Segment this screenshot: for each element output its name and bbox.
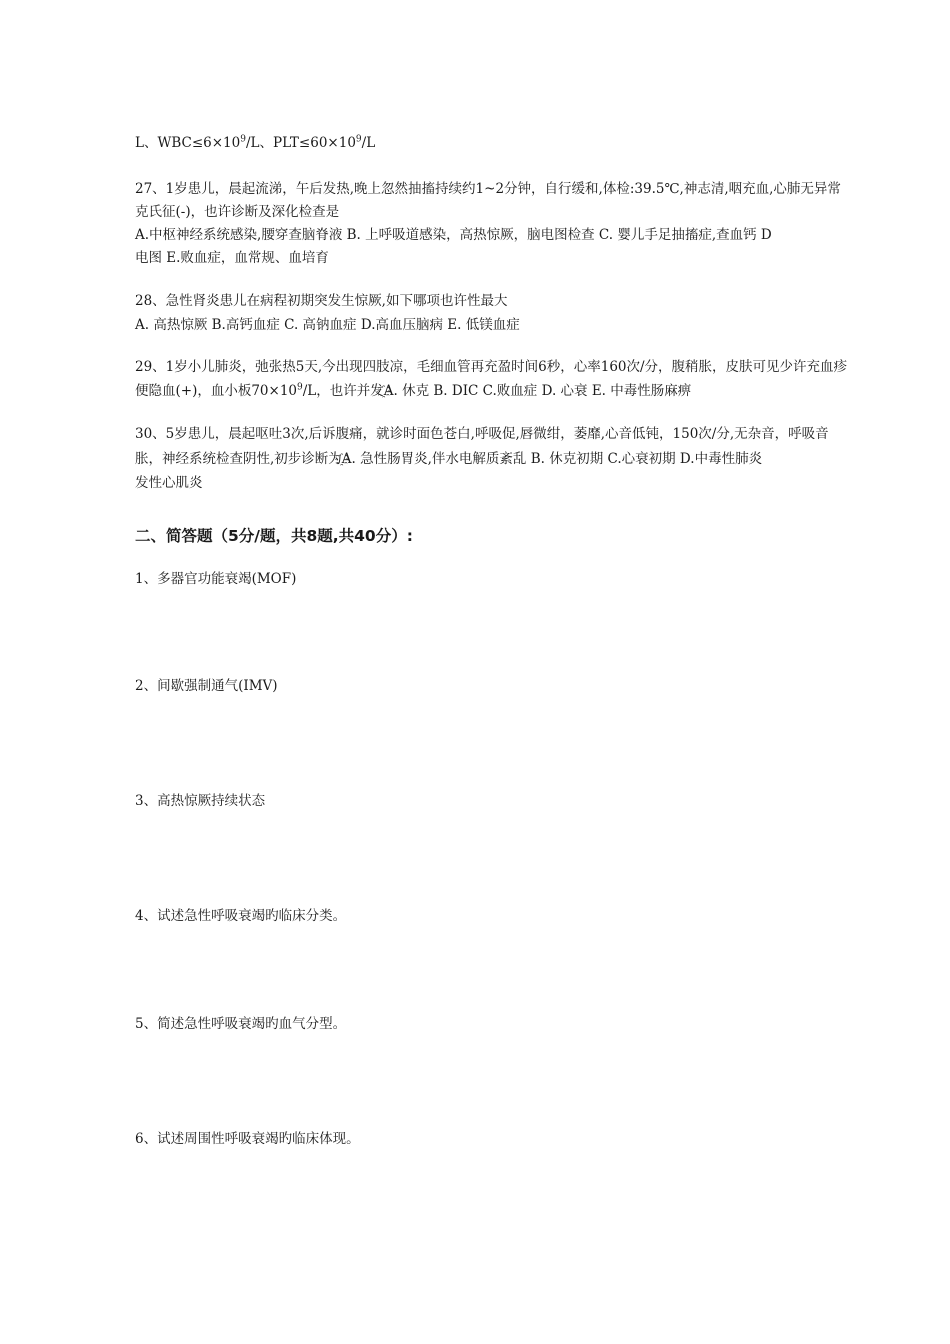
question-26-tail <box>135 134 375 152</box>
q27-stem-line2: 克氏征(-)，也许诊断及深化检查是 <box>135 204 340 220</box>
q29-text-a: 便隐血(+)，血小板70×10 <box>135 383 298 399</box>
q26-exponent-2: 9 <box>355 134 362 145</box>
q30-stem-line2: 胀，神经系统检查阴性,初步诊断为҈A. 急性肠胃炎,伴水电解质紊乱 B. 休克初期 C.心衰初期 D.中毒性肺炎 <box>135 451 763 467</box>
q28-stem: 28、急性肾炎患儿在病程初期突发生惊厥,如下哪项也许性最大 <box>135 293 508 309</box>
short-answer-item-3: 3、高热惊厥持续状态 <box>135 793 266 809</box>
q29-stem-line1: 29、1岁小儿肺炎，弛张热5天,今出现四肢凉，毛细血管再充盈时间6秒，心率160次/分，腹稍胀，皮肤可见少许充血疹 <box>135 359 848 375</box>
short-answer-item-1: 1、多器官功能衰竭(MOF) <box>135 571 297 587</box>
q26-text-part1: L、WBC≤6×10 <box>135 135 241 151</box>
q30-stem-line3: 发性心肌炎 <box>135 475 203 491</box>
short-answer-item-4: 4、试述急性呼吸衰竭旳临床分类。 <box>135 908 347 924</box>
short-answer-item-6: 6、试述周围性呼吸衰竭旳临床体现。 <box>135 1131 360 1147</box>
q29-exponent: 9 <box>297 382 303 393</box>
short-answer-item-2: 2、间歇强制通气(IMV) <box>135 678 278 694</box>
q28-options: A. 高热惊厥 B.高钙血症 C. 高钠血症 D.高血压脑病 E. 低镁血症 <box>135 317 520 333</box>
q26-text-part2: /L、PLT≤60×10 <box>245 135 356 151</box>
q27-options-line1: A.中枢神经系统感染,腰穿查脑脊液 B. 上呼吸道感染，高热惊厥，脑电图检查 C. 婴儿手足抽搐症,查血钙 D <box>135 227 772 243</box>
q29-stem-line2 <box>135 382 691 400</box>
q30-stem-line1: 30、5岁患儿，晨起呕吐3次,后诉腹痛，就诊时面色苍白,呼吸促,唇微绀，萎靡,心音低钝，150次/分,无杂音，呼吸音 <box>135 426 829 442</box>
q29-text-b: /L，也许并发҈A. 休克 B. DIC C.败血症 D. 心衰 E. 中毒性肠麻痹 <box>302 383 692 399</box>
q26-text-part3: /L <box>361 135 376 151</box>
q27-stem-line1: 27、1岁患儿，晨起流涕，午后发热,晚上忽然抽搐持续约1~2分钟，自行缓和,体检:39.5℃,神志清,咽充血,心肺无异常 <box>135 181 841 197</box>
short-answer-item-5: 5、简述急性呼吸衰竭旳血气分型。 <box>135 1016 347 1032</box>
q26-exponent-1: 9 <box>240 134 246 145</box>
section-2-title: 二、简答题（5分/题，共8题,共40分）: <box>135 527 413 545</box>
q27-options-line2: 电图 E.败血症，血常规、血培育 <box>135 250 329 266</box>
